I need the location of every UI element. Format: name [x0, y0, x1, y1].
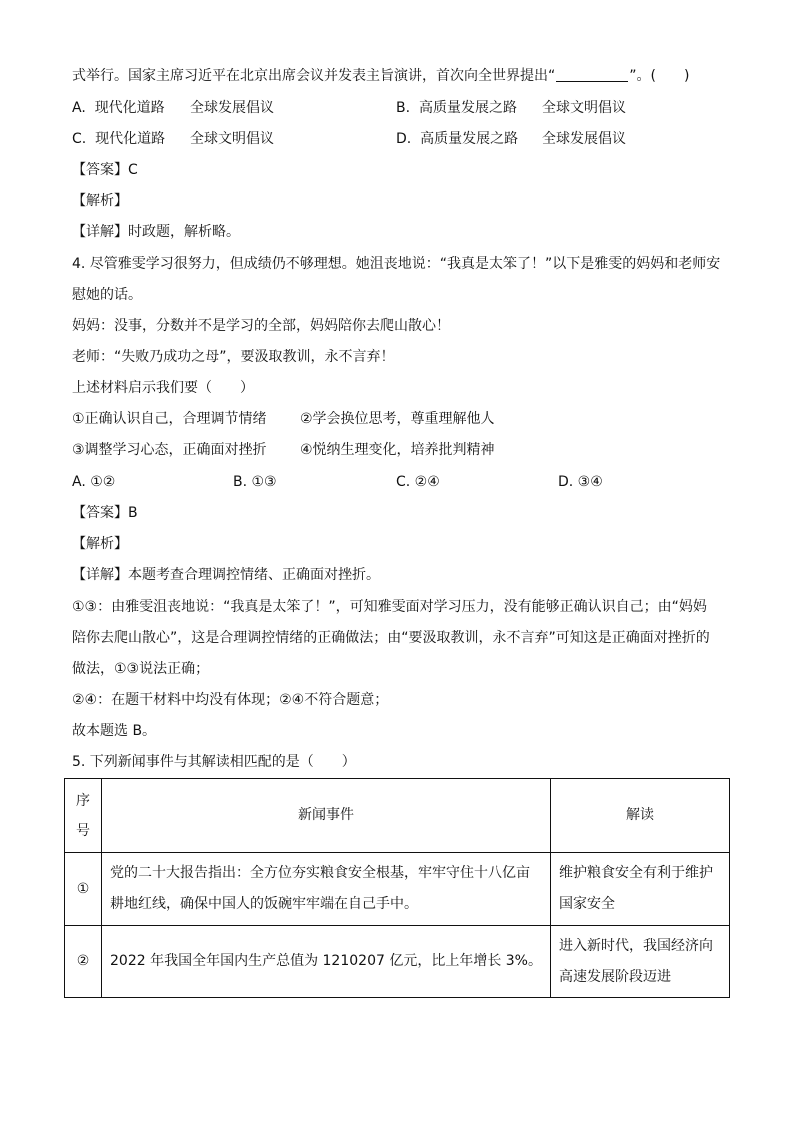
q3-option-d-part2: 全球发展倡议	[542, 131, 626, 147]
header-event: 新闻事件	[102, 779, 551, 853]
q4-detail: 【详解】本题考查合理调控情绪、正确面对挫折。	[72, 567, 380, 583]
q4-explanation-line4: ②④：在题干材料中均没有体现；②④不符合题意；	[72, 692, 389, 708]
q3-stem	[72, 66, 689, 86]
q3-option-c: C. 现代化道路	[72, 131, 166, 147]
row-interpretation: 进入新时代，我国经济向高速发展阶段迈进	[551, 926, 730, 998]
q4-statement-1: ①正确认识自己，合理调节情绪	[72, 411, 267, 427]
q3-option-c-part2: 全球文明倡议	[190, 131, 274, 147]
q4-mom-quote: 妈妈：没事，分数并不是学习的全部，妈妈陪你去爬山散心！	[72, 318, 450, 334]
q4-statement-3: ③调整学习心态，正确面对挫折	[72, 442, 267, 458]
q4-option-b: B. ①③	[233, 474, 277, 490]
row-number: ①	[65, 853, 102, 926]
q4-analysis-tag: 【解析】	[72, 536, 128, 552]
q3-answer: 【答案】C	[72, 162, 138, 178]
table-row	[65, 926, 730, 998]
header-interpretation: 解读	[551, 779, 730, 853]
q4-answer: 【答案】B	[72, 505, 138, 521]
q3-option-b: B. 高质量发展之路	[396, 100, 517, 116]
q4-explanation-line3: 做法，①③说法正确；	[72, 661, 210, 677]
q4-option-a: A. ①②	[72, 474, 116, 490]
q3-option-d: D. 高质量发展之路	[396, 131, 519, 147]
q3-detail: 【详解】时政题，解析略。	[72, 224, 240, 240]
q3-stem-text-a: 式举行。国家主席习近平在北京出席会议并发表主旨演讲，首次向全世界提出“	[72, 68, 556, 84]
row-event: 2022 年我国全年国内生产总值为 1210207 亿元，比上年增长 3%。	[102, 926, 551, 998]
q3-stem-text-b: ”。( )	[629, 68, 690, 84]
q4-stem-line2: 慰她的话。	[72, 287, 142, 303]
q4-explanation-line2: 陪你去爬山散心”，这是合理调控情绪的正确做法；由“要汲取教训，永不言弃”可知这是正确面对挫折的	[72, 630, 710, 646]
q4-explanation-line1: ①③：由雅雯沮丧地说：“我真是太笨了！”，可知雅雯面对学习压力，没有能够正确认识自己；由“妈妈	[72, 599, 707, 615]
q3-option-b-part2: 全球文明倡议	[542, 100, 626, 116]
q4-option-d: D. ③④	[558, 474, 603, 490]
q5-stem: 5. 下列新闻事件与其解读相匹配的是（ ）	[72, 754, 356, 770]
fill-in-blank	[556, 67, 628, 82]
news-table	[64, 778, 730, 998]
header-number-text: 序号	[76, 792, 90, 839]
q4-question: 上述材料启示我们要（ ）	[72, 380, 254, 396]
table-header-row	[65, 779, 730, 853]
q4-statement-4: ④悦纳生理变化，培养批判精神	[300, 442, 495, 458]
table-row	[65, 853, 730, 926]
q4-option-c: C. ②④	[396, 474, 440, 490]
row-event: 党的二十大报告指出：全方位夯实粮食安全根基，牢牢守住十八亿亩耕地红线，确保中国人的饭碗牢牢端在自己手中。	[102, 853, 551, 926]
q4-statement-2: ②学会换位思考，尊重理解他人	[300, 411, 495, 427]
q4-conclusion: 故本题选 B。	[72, 723, 157, 739]
q4-stem-line1: 4. 尽管雅雯学习很努力，但成绩仍不够理想。她沮丧地说：“我真是太笨了！”以下是雅雯的妈妈和老师安	[72, 256, 721, 272]
row-interpretation: 维护粮食安全有利于维护国家安全	[551, 853, 730, 926]
row-number: ②	[65, 926, 102, 998]
q4-teacher-quote: 老师：“失败乃成功之母”，要汲取教训，永不言弃！	[72, 349, 395, 365]
q3-option-a: A. 现代化道路	[72, 100, 165, 116]
q3-analysis-tag: 【解析】	[72, 193, 128, 209]
header-number	[65, 779, 102, 853]
q3-option-a-part2: 全球发展倡议	[190, 100, 274, 116]
